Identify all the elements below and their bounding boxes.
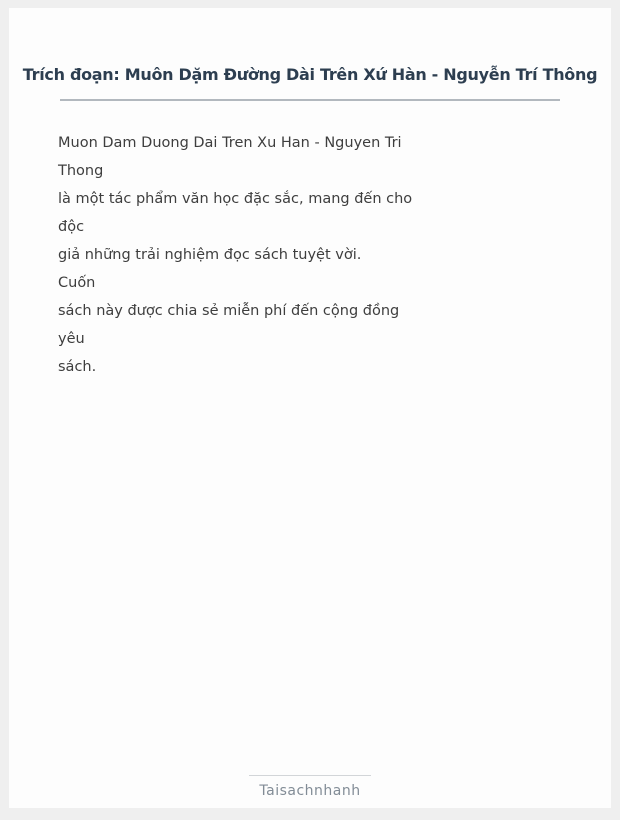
body-line: giả những trải nghiệm đọc sách tuyệt vời. [58, 247, 362, 263]
body-line: sách này được chia sẻ miễn phí đến cộng đồng [58, 303, 400, 319]
body-line: là một tác phẩm văn học đặc sắc, mang đến cho [58, 191, 413, 207]
body-line: yêu [58, 331, 85, 347]
page-footer [9, 775, 611, 799]
footer-brand: Taisachnhanh [259, 783, 361, 799]
excerpt-body [58, 129, 571, 381]
page-title: Trích đoạn: Muôn Dặm Đường Dài Trên Xứ Hàn - Nguyễn Trí Thông [22, 65, 598, 84]
body-line: Muon Dam Duong Dai Tren Xu Han - Nguyen Tri [58, 135, 402, 151]
page-card [9, 8, 611, 808]
body-line: sách. [58, 359, 97, 375]
body-line: Cuốn [58, 275, 96, 291]
footer-divider [249, 775, 371, 776]
title-divider [60, 99, 560, 101]
body-line: Thong [58, 163, 104, 179]
body-line: độc [58, 219, 85, 235]
